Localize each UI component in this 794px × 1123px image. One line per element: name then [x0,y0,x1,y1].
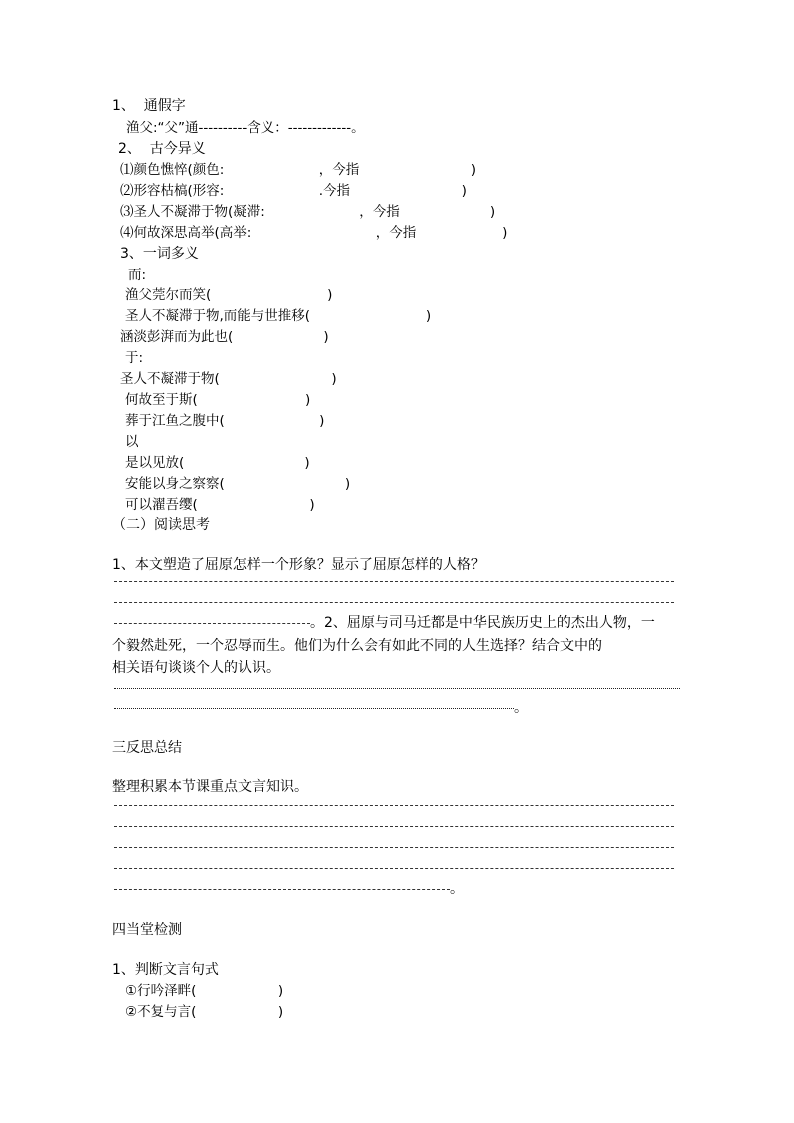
answer-line [114,581,674,582]
answer-line [114,847,674,848]
answer-line [114,868,674,869]
reading-question-2-line-1 [114,614,655,632]
section-2-title: 2、 古今异义 [118,141,206,157]
section-test-title: 四当堂检测 [112,922,182,938]
answer-line [114,805,674,806]
reading-question-2-line-3: 相关语句谈谈个人的认识。 [112,660,280,676]
yu-item-2: 何故至于斯( ) [125,392,311,408]
end-mark: 。 [450,881,464,897]
gujin-item-4: ⑷何故深思高举(高举: ，今指 ) [120,225,508,241]
test-question-1: 1、判断文言句式 [112,962,219,978]
er-item-2: 圣人不凝滞于物,而能与世推移( ) [125,308,432,324]
section-1-title: 1、 通假字 [112,98,186,114]
gujin-item-3: ⑶圣人不凝滞于物(凝滞: ，今指 ) [120,204,496,220]
answer-line-end [114,699,528,717]
tongjia-line: 渔父:“父”通----------含义：-------------。 [126,120,365,136]
yi-item-3: 可以濯吾缨( ) [125,497,315,513]
test-item-2: ②不复与言( ) [125,1004,284,1020]
answer-line [114,688,680,689]
yu-label: 于: [125,350,144,366]
yu-item-3: 葬于江鱼之腹中( ) [125,413,325,429]
section-reading-title: （二）阅读思考 [112,517,210,533]
section-reflection-title: 三反思总结 [112,740,182,756]
answer-line [114,708,514,709]
yi-item-1: 是以见放( ) [125,455,310,471]
answer-line-end [114,880,464,898]
end-mark: 。 [514,700,528,716]
answer-line [114,602,674,603]
reading-question-2-line-2: 个毅然赴死，一个忍辱而生。他们为什么会有如此不同的人生选择？结合文中的 [112,638,602,654]
er-label: 而: [128,267,147,283]
reading-question-1: 1、本文塑造了屈原怎样一个形象？显示了屈原怎样的人格？ [112,557,485,573]
er-item-3: 涵淡彭湃而为此也( ) [120,329,329,345]
gujin-item-1: ⑴颜色憔悴(颜色: ，今指 ) [120,162,477,178]
yi-label: 以 [125,434,139,450]
answer-line [114,826,674,827]
reading-question-2-start: 。2、屈原与司马迁都是中华民族历史上的杰出人物，一 [310,615,655,631]
test-item-1: ①行吟泽畔( ) [125,983,284,999]
gujin-item-2: ⑵形容枯槁(形容: .今指 ) [120,183,467,199]
er-item-1: 渔父莞尔而笑( ) [125,287,333,303]
yu-item-1: 圣人不凝滞于物( ) [120,371,337,387]
answer-line [114,889,450,890]
yi-item-2: 安能以身之察察( ) [125,476,351,492]
answer-line [114,623,310,624]
reflection-prompt: 整理积累本节课重点文言知识。 [112,779,308,795]
section-3-title: 3、一词多义 [120,246,199,262]
